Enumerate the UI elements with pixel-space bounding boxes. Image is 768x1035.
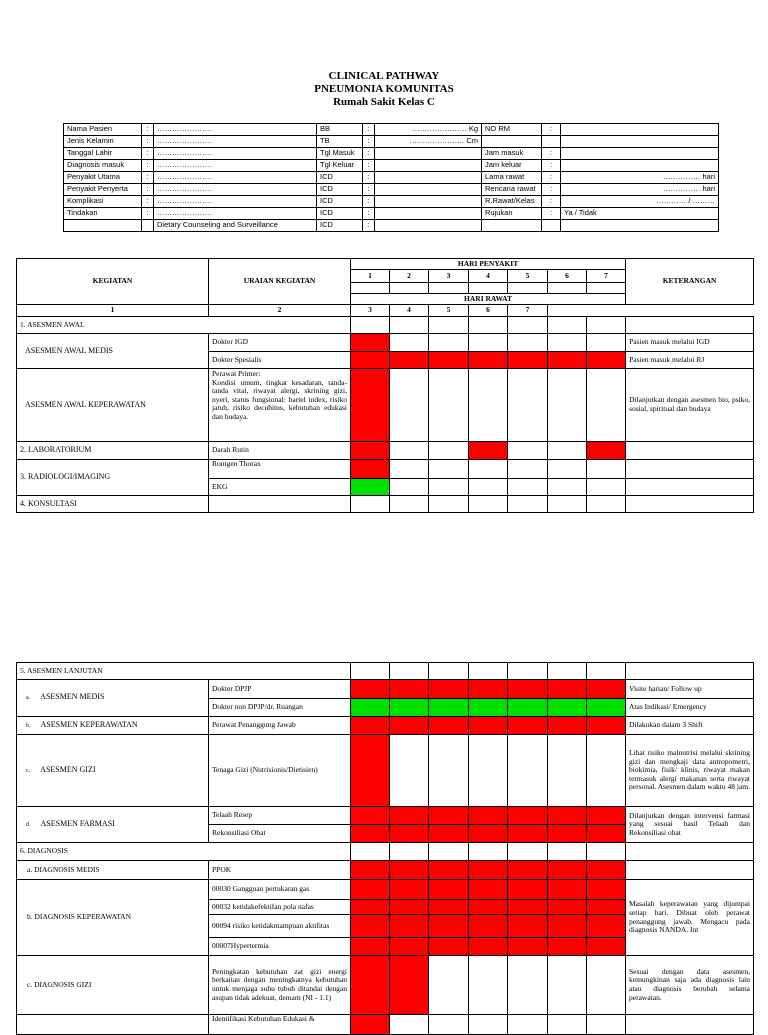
identity-s3	[542, 220, 561, 232]
day-7: 7	[508, 305, 548, 317]
identity-l1: Penyakit Penyerta	[64, 184, 142, 196]
identity-s3: :	[542, 196, 561, 208]
identity-v1: ………………….	[154, 184, 317, 196]
day-1: 1	[17, 305, 209, 317]
identity-l3: Lama rawat	[482, 172, 542, 184]
section-laboratorium: 2. LABORATORIUM	[17, 442, 209, 460]
asesmen-gizi-note: Lihat risiko malnutrisi melalui skrining gizi dan mengkaji data antropometri, biokimia, fisik/ klinis, riwayat makan termasuk alergi makanan serta riwayat personal. Asesmen dalam waktu 48 jam.	[626, 735, 754, 807]
asesmen-awal-keperawatan-label: ASESMEN AWAL KEPERAWATAN	[17, 369, 209, 442]
identity-v2	[375, 220, 482, 232]
header-kegiatan: KEGIATAN	[17, 259, 209, 305]
dx-gangguan-pertukaran-gas: 00030 Gangguan pertukaran gas	[209, 880, 351, 900]
item-letter-b: b.	[26, 722, 31, 729]
identity-v1: ………………….	[154, 172, 317, 184]
asesmen-awal-medis-label: ASESMEN AWAL MEDIS	[17, 334, 209, 369]
identity-row	[64, 160, 719, 172]
identity-l2: TB	[317, 136, 363, 148]
dokter-non-dpjp: Dokter non DPJP/dr. Ruangan	[209, 699, 351, 717]
identity-row	[64, 172, 719, 184]
identity-l2: ICD	[317, 208, 363, 220]
dokter-spesialis-note: Pasien masuk melalui RJ	[626, 352, 754, 369]
identity-v2: …………………. Cm	[375, 136, 482, 148]
day-5: 5	[508, 270, 548, 283]
doc-title: CLINICAL PATHWAY	[328, 70, 440, 82]
day-2: 2	[390, 270, 429, 283]
day-6: 6	[469, 305, 508, 317]
identity-l3	[482, 220, 542, 232]
day-1: 1	[351, 270, 390, 283]
diagnosis-gizi-label: c. DIAGNOSIS GIZI	[17, 956, 209, 1015]
dokter-dpjp-note: Visite harian/ Follow up	[626, 680, 754, 699]
identity-s1	[142, 220, 154, 232]
rekonsiliasi-obat: Rekonsiliasi Obat	[209, 825, 351, 843]
ekg: EKG	[209, 479, 351, 496]
identity-s1: :	[142, 124, 154, 136]
header-keterangan: KETERANGAN	[626, 259, 754, 305]
day-2: 2	[209, 305, 351, 317]
dokter-igd-note: Pasien masuk melalui IGD	[626, 334, 754, 352]
day-6: 6	[548, 270, 587, 283]
identity-l2: ICD	[317, 196, 363, 208]
identity-s1: :	[142, 172, 154, 184]
dx-hypertermia: 00007Hypertermia	[209, 938, 351, 956]
identity-l2: BB	[317, 124, 363, 136]
identity-l1	[64, 220, 142, 232]
identity-row	[64, 208, 719, 220]
identity-l2: ICD	[317, 184, 363, 196]
identity-v1: Dietary Counseling and Surveillance	[154, 220, 317, 232]
identity-l1: Nama Pasien	[64, 124, 142, 136]
diagnosis-keperawatan-label: b. DIAGNOSIS KEPERAWATAN	[17, 880, 209, 956]
identity-row	[64, 124, 719, 136]
identity-v3: …………… hari	[561, 184, 719, 196]
perawat-primer: Perawat Primer:	[212, 369, 261, 378]
diagnosis-keperawatan-note: Masalah keperawatan yang dijumpai setiap hari. Dibuat oleh perawat penanggung jawab. Mengacu pada diagnosis NANDA. Int	[626, 880, 754, 956]
identity-v3	[561, 124, 719, 136]
identity-s2: :	[363, 184, 375, 196]
item-letter-a: a.	[26, 695, 31, 702]
doc-subtitle: PNEUMONIA KOMUNITAS	[314, 83, 454, 95]
identity-v3	[561, 220, 719, 232]
asesmen-gizi-label: ASESMEN GIZI	[40, 764, 96, 774]
dx-risiko-aktifitas: 00094 risiko ketidakmampuan aktifitas	[209, 915, 351, 938]
identity-row	[64, 136, 719, 148]
identity-v1: ………………….	[154, 208, 317, 220]
header-hari-rawat: HARI RAWAT	[351, 294, 626, 305]
identity-v3	[561, 160, 719, 172]
identity-l1: Tindakan	[64, 208, 142, 220]
asesmen-medis-label: ASESMEN MEDIS	[40, 692, 105, 702]
asesmen-gizi-cell	[17, 735, 209, 807]
identity-s2: :	[363, 220, 375, 232]
identity-l3: R.Rawat/Kelas	[482, 196, 542, 208]
identity-l1: Tanggal Lahir	[64, 148, 142, 160]
asesmen-farmasi-cell	[17, 807, 209, 843]
identity-s1: :	[142, 208, 154, 220]
header-hari-penyakit: HARI PENYAKIT	[351, 259, 626, 270]
tenaga-gizi: Tenaga Gizi (Nutrisionis/Dietisien)	[209, 735, 351, 807]
identity-l2: ICD	[317, 220, 363, 232]
identity-l2: Tgl Masuk	[317, 148, 363, 160]
section-asesmen-lanjutan: 5. ASESMEN LANJUTAN	[17, 663, 351, 680]
day-4: 4	[469, 270, 508, 283]
pathway-table-1	[16, 258, 754, 513]
identity-s1: :	[142, 160, 154, 172]
identity-l1: Komplikasi	[64, 196, 142, 208]
identity-l3: Jam masuk	[482, 148, 542, 160]
day-3: 3	[351, 305, 390, 317]
diagnosis-gizi-text: Peningkatan kebutuhan zat gizi energi berkaitan dengan meningkatnya kebutuhan untuk menjaga suhu tubuh ditandai dengan asupan tidak adekuat, demam (NI - 1.1)	[209, 956, 351, 1015]
rontgen-thorax: Rontgen Thorax	[209, 460, 351, 479]
ppok: PPOK	[209, 861, 351, 880]
identity-s3: :	[542, 124, 561, 136]
dokter-igd: Dokter IGD	[209, 334, 351, 352]
identity-row	[64, 184, 719, 196]
identity-l1: Jenis Kelamin	[64, 136, 142, 148]
hari-rawat-days	[17, 305, 754, 317]
identity-v2: …………………. Kg	[375, 124, 482, 136]
identity-v1: ………………….	[154, 196, 317, 208]
identity-s3	[542, 136, 561, 148]
identity-s2: :	[363, 160, 375, 172]
identity-s1: :	[142, 148, 154, 160]
identity-v2	[375, 208, 482, 220]
header-uraian: URAIAN KEGIATAN	[209, 259, 351, 305]
identity-v1: ………………….	[154, 148, 317, 160]
dokter-spesialis: Dokter Spesialis	[209, 352, 351, 369]
identity-row	[64, 196, 719, 208]
identity-s2: :	[363, 148, 375, 160]
identity-l3: Rencana rawat	[482, 184, 542, 196]
section-diagnosis: 6. DIAGNOSIS	[17, 843, 351, 861]
identity-s1: :	[142, 196, 154, 208]
item-letter-c: c.	[26, 767, 31, 774]
asesmen-keperawatan-cell	[17, 717, 209, 735]
asesmen-awal-keperawatan-note: Dilanjutkan dengan asesmen bio, psiko, sosial, spiritual dan budaya	[626, 369, 754, 442]
identity-s2: :	[363, 172, 375, 184]
perawat-primer-cell	[209, 369, 351, 442]
darah-rutin: Darah Rutin	[209, 442, 351, 460]
day-4: 4	[390, 305, 429, 317]
identity-v1: ………………….	[154, 136, 317, 148]
identity-s3: :	[542, 148, 561, 160]
identity-v3	[561, 136, 719, 148]
identity-v2	[375, 148, 482, 160]
identity-v2	[375, 160, 482, 172]
identity-v3	[561, 148, 719, 160]
identity-l1: Diagnosis masuk	[64, 160, 142, 172]
day-5: 5	[429, 305, 469, 317]
day-7: 7	[587, 270, 626, 283]
identity-l2: ICD	[317, 172, 363, 184]
dokter-dpjp: Dokter DPJP	[209, 680, 351, 699]
dx-pola-nafas: 00032 ketidakefektifan pola nafas	[209, 900, 351, 915]
identity-v1: ………………….	[154, 124, 317, 136]
identity-s3: :	[542, 208, 561, 220]
identifikasi-kebutuhan-edukasi: Identifikasi Kebutuhan Edukasi &	[209, 1015, 351, 1035]
perawat-penanggung-jawab: Perawat Penanggung Jawab	[209, 717, 351, 735]
patient-identity-table	[63, 123, 719, 232]
perawat-primer-desc: Kondisi umum, tingkat kesadaran, tanda-tanda vital, riwayat alergi, skrining gizi, nyeri, status fungsional: bartel index, risiko jatuh, risiko decubitus, kebutuhan edukasi dan budaya.	[212, 377, 347, 421]
diagnosis-gizi-note: Sesuai dengan data asesmen, kemungkinan saja ada diagnosis lain atau diagnosis berubah selama perawatan.	[626, 956, 754, 1015]
identity-s3: :	[542, 184, 561, 196]
identity-l1: Penyakit Utama	[64, 172, 142, 184]
section-asesmen-awal: 1. ASESMEN AWAL	[17, 317, 351, 334]
identity-v3: ………… / ………	[561, 196, 719, 208]
identity-v2	[375, 196, 482, 208]
identity-l3	[482, 136, 542, 148]
identity-s2: :	[363, 124, 375, 136]
identity-v2	[375, 184, 482, 196]
diagnosis-medis-label: a. DIAGNOSIS MEDIS	[17, 861, 209, 880]
identity-l3: Rujukan	[482, 208, 542, 220]
identity-s2: :	[363, 136, 375, 148]
identity-l3: Jam keluar	[482, 160, 542, 172]
identity-row	[64, 220, 719, 232]
identity-row	[64, 148, 719, 160]
asesmen-farmasi-note: Dilanjutkan dengan intervensi farmasi yang sesuai hasil Telaah dan Rekonsiliasi obat	[626, 807, 754, 843]
hospital-class: Rumah Sakit Kelas C	[333, 96, 435, 108]
identity-l2: Tgl Keluar	[317, 160, 363, 172]
identity-s2: :	[363, 208, 375, 220]
section-konsultasi: 4. KONSULTASI	[17, 496, 209, 513]
identity-v2	[375, 172, 482, 184]
identity-v1: ………………….	[154, 160, 317, 172]
identity-s3: :	[542, 160, 561, 172]
asesmen-farmasi-label: ASESMEN FARMASI	[40, 818, 115, 828]
dokter-non-dpjp-note: Atas Indikasi/ Emergency	[626, 699, 754, 717]
pathway-table-2	[16, 662, 754, 1035]
asesmen-keperawatan-label: ASESMEN KEPERAWATAN	[40, 719, 138, 729]
asesmen-medis-cell	[17, 680, 209, 717]
perawat-penanggung-jawab-note: Dilakukan dalam 3 Shift	[626, 717, 754, 735]
identity-s2: :	[363, 196, 375, 208]
identity-s1: :	[142, 136, 154, 148]
item-letter-d: d.	[26, 821, 31, 828]
identity-l3: NO RM	[482, 124, 542, 136]
identity-v3: …………… hari	[561, 172, 719, 184]
identity-s3: :	[542, 172, 561, 184]
identity-s1: :	[142, 184, 154, 196]
day-3: 3	[429, 270, 469, 283]
identity-v3: Ya / Tidak	[561, 208, 719, 220]
telaah-resep: Telaah Resep	[209, 807, 351, 825]
section-radiologi: 3. RADIOLOGI/IMAGING	[17, 460, 209, 496]
